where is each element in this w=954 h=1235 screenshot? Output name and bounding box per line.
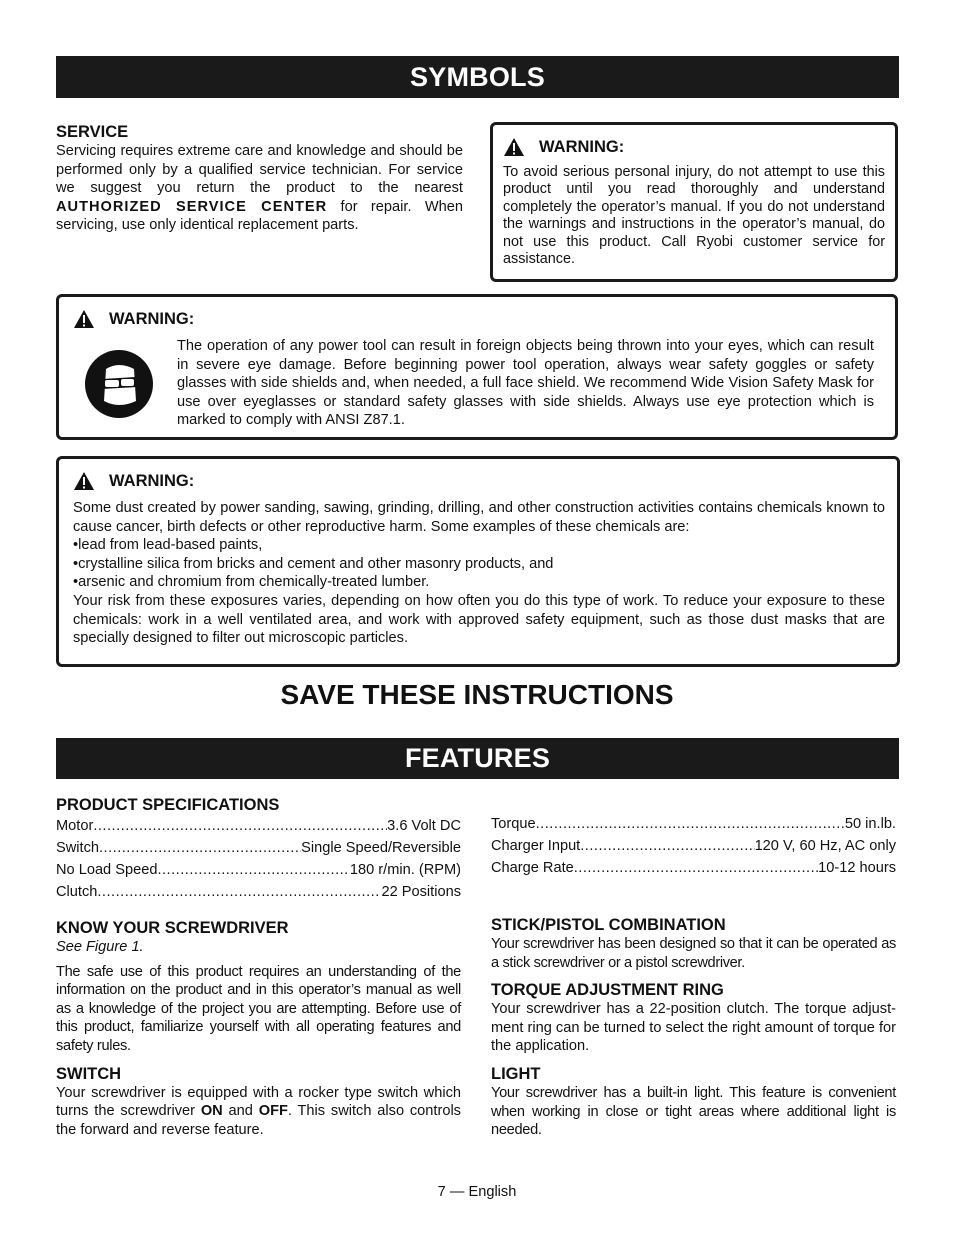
warning-label: WARNING: xyxy=(109,309,195,328)
list-item: • lead from lead-based paints, xyxy=(73,536,885,555)
warning-icon xyxy=(73,471,95,491)
safety-glasses-icon xyxy=(84,349,154,419)
warning-icon xyxy=(503,137,525,157)
service-center-bold: AUTHORIZED SERVICE CENTER xyxy=(56,198,328,215)
service-heading: SERVICE xyxy=(56,123,129,141)
light-heading: LIGHT xyxy=(491,1064,541,1083)
warning-text: To avoid serious personal injury, do not attempt to use this product until you read thoroughly and understand completely the operator’s manual. If you do not understand the warnings and instructions in the operator’s manual, do not use this product. Call Ryobi customer service for assistance. xyxy=(503,164,885,268)
warning-intro: Some dust created by power sanding, sawing, grinding, drilling, and other construction activities contains chemicals known to cause cancer, birth defects or other reproductive harm. Some examples of these chemicals are: xyxy=(73,500,885,535)
spec-row: Charge Rate ..... 10-12 hours xyxy=(491,857,896,879)
stick-text: Your screwdriver has been designed so that it can be operated as a stick screwdriver or a pistol screwdriver. xyxy=(491,936,896,971)
specs-list-left xyxy=(56,815,461,903)
warning-box-manual xyxy=(490,122,898,282)
warning-text: The operation of any power tool can result in foreign objects being thrown into your eyes, which can result in severe eye damage. Before beginning power tool operation, always wear safety goggles or safety glasses with side shields and, when needed, a full face shield. We recommend Wide Vision Safety Mask for use over eyeglasses or standard safety glasses with side shields. Always use eye protection which is marked to comply with ANSI Z87.1. xyxy=(177,338,874,429)
know-section xyxy=(56,918,461,1139)
know-heading: KNOW YOUR SCREWDRIVER xyxy=(56,919,289,937)
page-footer: 7 — English xyxy=(437,1184,517,1200)
torque-ring-text: Your screwdriver has a 22-position clutch. The torque adjust-ment ring can be turned to select the right amount of torque for the application. xyxy=(491,1001,896,1055)
warning-header xyxy=(503,137,885,157)
warning-box-eye xyxy=(56,294,898,440)
switch-heading: SWITCH xyxy=(56,1064,122,1083)
service-section xyxy=(56,122,463,235)
specs-section-left xyxy=(56,795,461,903)
warning-box-dust xyxy=(56,456,900,667)
switch-text: Your screwdriver is equipped with a rocker type switch which turns the screwdriver ON and OFF. This switch also controls the forward and reverse feature. xyxy=(56,1084,461,1138)
spec-row: Charger Input ..... 120 V, 60 Hz, AC only xyxy=(491,835,896,857)
warning-header xyxy=(73,309,873,329)
light-text: Your screwdriver has a built-in light. This feature is convenient when working in close or tight areas where additional light is needed. xyxy=(491,1084,896,1139)
torque-ring-heading: TORQUE ADJUSTMENT RING xyxy=(491,981,724,1000)
spec-row: Switch ..... Single Speed/Reversible xyxy=(56,837,461,859)
spec-row: Torque ..... 50 in.lb. xyxy=(491,813,896,835)
specs-list-right xyxy=(491,813,896,879)
list-item: • crystalline silica from bricks and cement and other masonry products, and xyxy=(73,555,885,574)
feature-section-right xyxy=(491,915,896,1140)
specs-heading: PRODUCT SPECIFICATIONS xyxy=(56,796,280,814)
spec-row: Motor ..... 3.6 Volt DC xyxy=(56,815,461,837)
spec-row: No Load Speed ..... 180 r/min. (RPM) xyxy=(56,859,461,881)
service-text: Servicing requires extreme care and knowledge and should be performed only by a qualified service technician. For service we suggest you return the product to the nearest AUTHORIZED SERVICE CENTER for repair. When servicing, use only identical replacement parts. xyxy=(56,143,463,234)
list-item: • arsenic and chromium from chemically-treated lumber. xyxy=(73,573,885,592)
chemical-list xyxy=(73,536,885,592)
symbols-banner: SYMBOLS xyxy=(56,56,899,98)
warning-outro: Your risk from these exposures varies, depending on how often you do this type of work. To reduce your exposure to these chemicals: work in a well ventilated area, and work with approved safety equipment, such as those dust masks that are specially designed to filter out microscopic particles. xyxy=(73,592,885,647)
warning-icon xyxy=(73,309,95,329)
save-instructions-title: SAVE THESE INSTRUCTIONS xyxy=(280,679,674,710)
spec-row: Clutch ..... 22 Positions xyxy=(56,881,461,903)
warning-label: WARNING: xyxy=(539,137,625,156)
warning-header xyxy=(73,471,885,491)
know-text: The safe use of this product requires an understanding of the information on the product and in this operator’s manual as well as a knowledge of the project you are attempting. Before use of this product, familiarize yourself with all operating features and safety rules. xyxy=(56,963,461,1054)
warning-label: WARNING: xyxy=(109,471,195,490)
features-banner: FEATURES xyxy=(56,738,899,779)
see-figure: See Figure 1. xyxy=(56,939,144,955)
stick-heading: STICK/PISTOL COMBINATION xyxy=(491,916,726,934)
